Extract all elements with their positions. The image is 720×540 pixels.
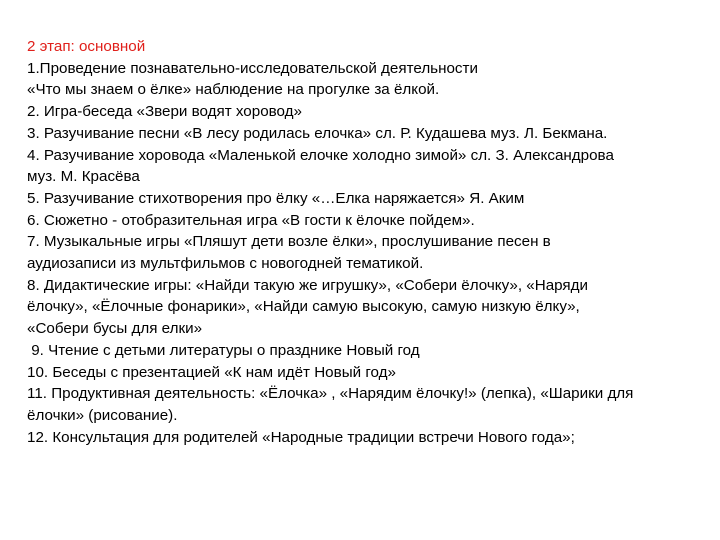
plan-line-4: 3. Разучивание песни «В лесу родилась елочка» сл. Р. Кудашева муз. Л. Бекмана.: [27, 124, 608, 142]
plan-line-11: 8. Дидактические игры: «Найди такую же игрушку», «Собери ёлочку», «Наряди: [27, 276, 588, 294]
plan-line-7: 5. Разучивание стихотворения про ёлку «…Елка наряжается» Я. Аким: [27, 189, 525, 207]
slide-text-body: [27, 36, 707, 448]
plan-line-13: «Собери бусы для елки»: [27, 320, 203, 338]
plan-line-1: 1.Проведение познавательно-исследовательской деятельности: [27, 59, 478, 77]
plan-line-5: 4. Разучивание хоровода «Маленькой елочке холодно зимой» сл. З. Александрова: [27, 146, 614, 164]
stage-heading: 2 этап: основной: [27, 38, 146, 55]
plan-line-6: муз. М. Красёва: [27, 168, 140, 186]
plan-line-14: 9. Чтение с детьми литературы о празднике Новый год: [27, 341, 420, 359]
plan-line-12: ёлочку», «Ёлочные фонарики», «Найди самую высокую, самую низкую ёлку»,: [27, 298, 580, 316]
plan-line-9: 7. Музыкальные игры «Пляшут дети возле ёлки», прослушивание песен в: [27, 233, 551, 251]
plan-line-10: аудиозаписи из мультфильмов с новогодней тематикой.: [27, 255, 424, 273]
plan-line-18: 12. Консультация для родителей «Народные традиции встречи Нового года»;: [27, 428, 575, 446]
plan-line-17: ёлочки» (рисование).: [27, 406, 178, 424]
plan-line-8: 6. Сюжетно - отобразительная игра «В гости к ёлочке пойдем».: [27, 211, 475, 229]
plan-line-16: 11. Продуктивная деятельность: «Ёлочка» , «Нарядим ёлочку!» (лепка), «Шарики для: [27, 385, 634, 403]
plan-line-15: 10. Беседы с презентацией «К нам идёт Новый год»: [27, 363, 396, 381]
plan-line-2: «Что мы знаем о ёлке» наблюдение на прогулке за ёлкой.: [27, 81, 440, 99]
plan-line-3: 2. Игра-беседа «Звери водят хоровод»: [27, 103, 302, 121]
